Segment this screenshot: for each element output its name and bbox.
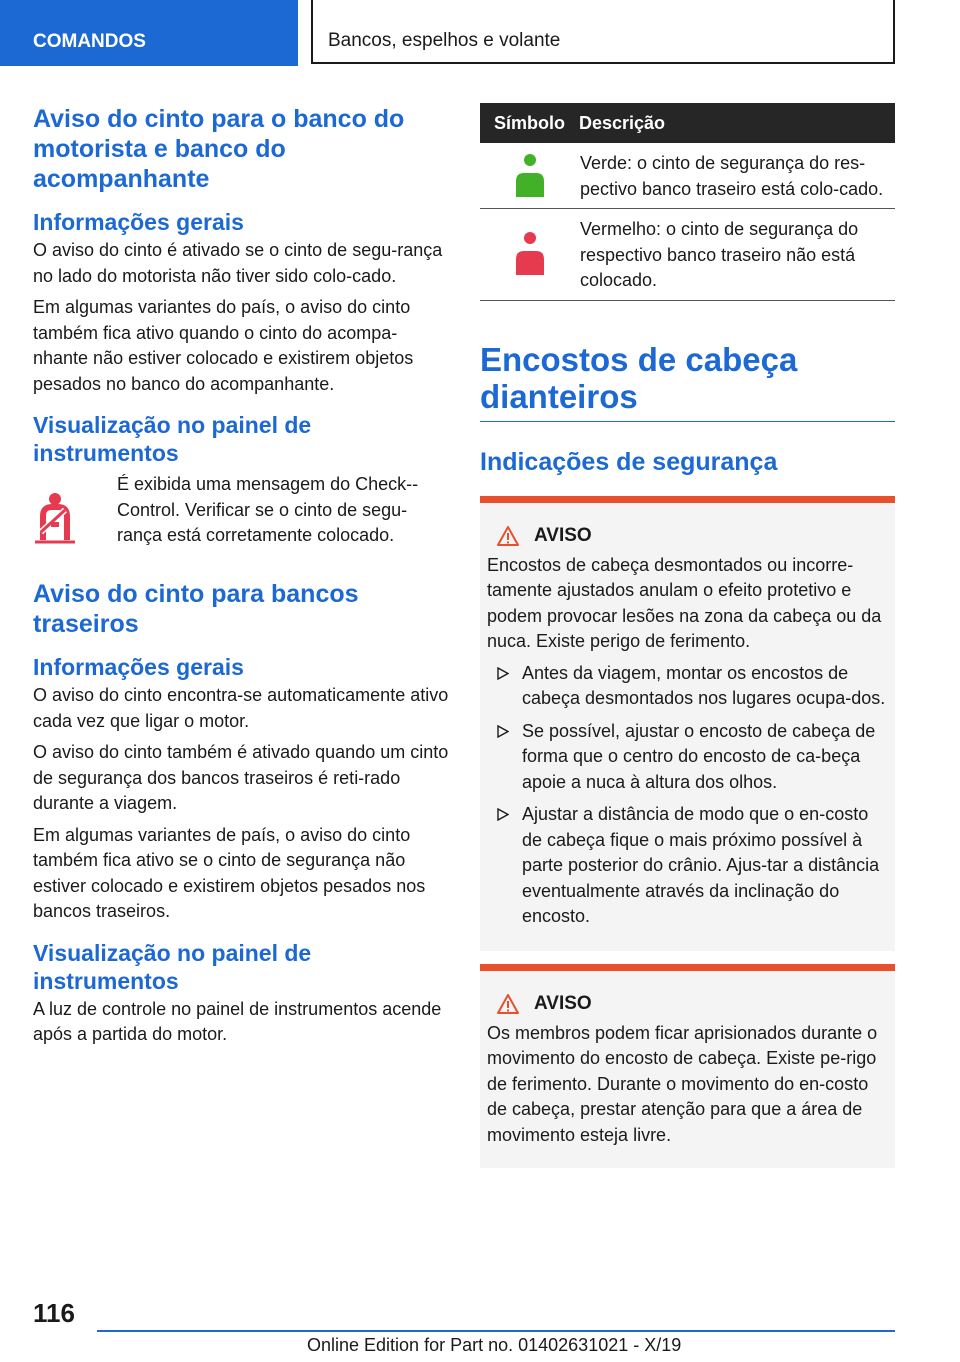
warning-label: AVISO [534, 992, 592, 1014]
paragraph: O aviso do cinto encontra-se automaticamente ativo cada vez que ligar o motor. [33, 685, 449, 731]
paragraph: A luz de controle no painel de instrumentos acende após a partida do motor. [33, 998, 442, 1044]
subheading-instrument-display: Visualização no painel de instrumentos [33, 412, 312, 466]
table-header-description: Descrição [579, 112, 666, 133]
list-item [487, 661, 887, 712]
bullet-arrow-icon [487, 661, 522, 712]
paragraph: É exibida uma mensagem do Check--Control. Verificar se o cinto de segu-rança está corretamente colocado. [117, 474, 419, 545]
list-item-text: Ajustar a distância de modo que o en-costo de cabeça fique o mais próximo possível à parte posterior do crânio. Ajus-tar a distância eventualmente através da inclinação do encosto. [522, 804, 880, 926]
warning-text: Encostos de cabeça desmontados ou incorre-tamente ajustados anulam o efeito protetivo e podem provocar lesões na zona da cabeça ou da nuca. Existe perigo de ferimento. [487, 554, 882, 651]
list-item-text: Antes da viagem, montar os encostos de cabeça desmontados nos lugares ocupa-dos. [522, 662, 886, 708]
bullet-list [487, 661, 887, 930]
paragraph: Em algumas variantes de país, o aviso do cinto também fica ativo se o cinto de segurança não estiver colocado e existirem objetos pesados nos bancos traseiros. [33, 824, 426, 921]
list-item [487, 802, 887, 930]
header-chapter-label: Bancos, espelhos e volante [328, 30, 561, 51]
header-section-tab [0, 0, 298, 66]
subheading-general-info: Informações gerais [33, 654, 244, 680]
right-column [480, 103, 895, 1168]
footer-edition: Online Edition for Part no. 01402631021 - X/19 [307, 1335, 682, 1355]
seatbelt-warning-icon [33, 472, 117, 549]
paragraph: O aviso do cinto é ativado se o cinto de segu-rança no lado do motorista não tiver sido colo-cado. [33, 240, 443, 286]
list-item-text: Se possível, ajustar o encosto de cabeça de forma que o centro do encosto de ca-beça apoie a nuca à altura dos olhos. [522, 720, 876, 792]
table-row [480, 209, 895, 301]
warning-box [480, 964, 895, 1169]
table-cell-description: Vermelho: o cinto de segurança do respectivo banco traseiro não está colocado. [580, 219, 859, 290]
table-header [480, 103, 895, 143]
warning-triangle-icon [496, 993, 520, 1015]
table-cell-description: Verde: o cinto de segurança do res-pectivo banco traseiro está colo-cado. [580, 153, 884, 199]
header-chapter-bar [311, 0, 895, 64]
subheading-general-info: Informações gerais [33, 209, 244, 235]
seatbelt-red-icon [480, 217, 580, 294]
table-header-symbol: Símbolo [494, 112, 565, 133]
paragraph: O aviso do cinto também é ativado quando um cinto de segurança dos bancos traseiros é reti-rado durante a viagem. [33, 742, 449, 813]
warning-title [487, 521, 887, 551]
bullet-arrow-icon [487, 719, 522, 796]
symbol-table [480, 103, 895, 301]
chapter-title: Encostos de cabeça dianteiros [480, 341, 895, 422]
subheading-safety: Indicações de segurança [480, 447, 778, 476]
warning-title [487, 989, 887, 1019]
list-item [487, 719, 887, 796]
warning-label: AVISO [534, 524, 592, 546]
left-column [33, 100, 451, 1048]
subheading-instrument-display: Visualização no painel de instrumentos [33, 939, 312, 994]
page-number: 116 [33, 1298, 75, 1328]
footer-divider [97, 1330, 895, 1332]
section-title-front-seatbelt: Aviso do cinto para o banco do motorista e banco do acompanhante [33, 105, 405, 193]
warning-text: Os membros podem ficar aprisionados durante o movimento do encosto de cabeça. Existe pe-rigo de ferimento. Durante o movimento do en-costo de cabeça, prestar atenção para que a área de movimento esteja livre. [487, 1022, 878, 1145]
table-row [480, 143, 895, 209]
header-section-label: COMANDOS [33, 31, 146, 52]
paragraph: Em algumas variantes do país, o aviso do cinto também fica ativo quando o cinto do acompa-nhante não estiver colocado e existirem objetos pesados no banco do acompanhante. [33, 297, 414, 394]
bullet-arrow-icon [487, 802, 522, 930]
warning-box [480, 496, 895, 951]
icon-text-row [33, 472, 451, 549]
section-title-rear-seatbelt: Aviso do cinto para bancos traseiros [33, 580, 359, 638]
seatbelt-green-icon [480, 151, 580, 202]
warning-triangle-icon [496, 525, 520, 547]
